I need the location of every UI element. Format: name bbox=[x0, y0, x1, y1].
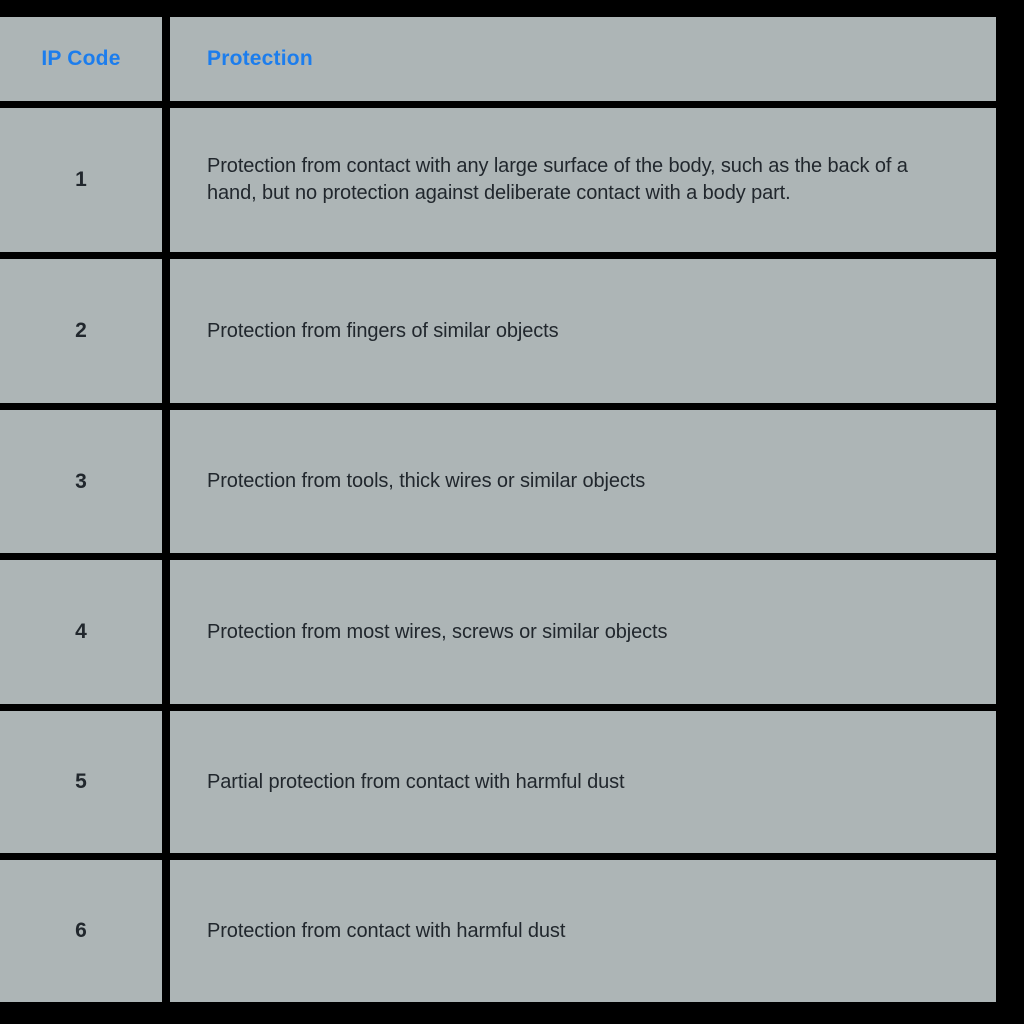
ip-code-table bbox=[0, 17, 996, 1002]
column-header-protection: Protection bbox=[170, 17, 996, 101]
protection-cell: Protection from fingers of similar objects bbox=[170, 259, 996, 403]
ip-code-cell: 6 bbox=[0, 860, 162, 1002]
protection-cell: Protection from most wires, screws or similar objects bbox=[170, 560, 996, 704]
protection-cell: Partial protection from contact with harmful dust bbox=[170, 711, 996, 853]
protection-cell: Protection from tools, thick wires or similar objects bbox=[170, 410, 996, 553]
ip-code-cell: 5 bbox=[0, 711, 162, 853]
ip-code-cell: 2 bbox=[0, 259, 162, 403]
ip-code-cell: 3 bbox=[0, 410, 162, 553]
ip-code-cell: 4 bbox=[0, 560, 162, 704]
protection-cell: Protection from contact with harmful dust bbox=[170, 860, 996, 1002]
column-header-ip-code: IP Code bbox=[0, 17, 162, 101]
protection-cell: Protection from contact with any large surface of the body, such as the back of a hand, but no protection against deliberate contact with a body part. bbox=[170, 108, 996, 252]
ip-code-cell: 1 bbox=[0, 108, 162, 252]
